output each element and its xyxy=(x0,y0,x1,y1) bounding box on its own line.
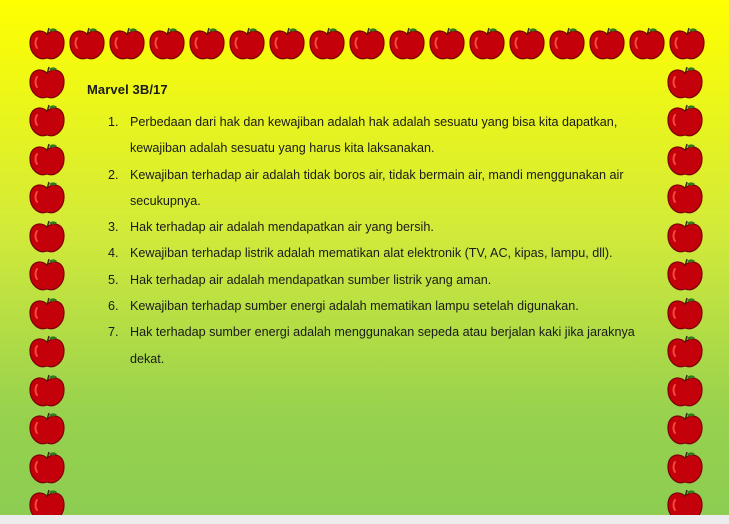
apple-icon xyxy=(28,373,66,409)
apple-icon xyxy=(628,26,666,62)
apple-icon xyxy=(28,180,66,216)
window-bottom-strip xyxy=(0,515,729,524)
apple-icon xyxy=(28,142,66,178)
apple-icon xyxy=(666,373,704,409)
apple-icon xyxy=(548,26,586,62)
apple-icon xyxy=(28,65,66,101)
list-text: Hak terhadap air adalah mendapatkan air yang bersih. xyxy=(130,220,434,235)
list-text: Hak terhadap air adalah mendapatkan sumber listrik yang aman. xyxy=(130,272,492,287)
apple-icon xyxy=(308,26,346,62)
answer-list xyxy=(87,109,667,372)
list-text: Kewajiban terhadap listrik adalah mematikan alat elektronik (TV, AC, kipas, lampu, dll). xyxy=(130,246,613,261)
apple-icon xyxy=(28,296,66,332)
list-number: 2. xyxy=(108,167,119,182)
list-item xyxy=(87,293,667,319)
list-item xyxy=(87,267,667,293)
apple-icon xyxy=(28,450,66,486)
apple-icon xyxy=(28,26,66,62)
apple-icon xyxy=(388,26,426,62)
apple-icon xyxy=(666,65,704,101)
apple-icon xyxy=(666,103,704,139)
apple-icon xyxy=(268,26,306,62)
apple-icon xyxy=(666,257,704,293)
apple-icon xyxy=(666,219,704,255)
apple-icon xyxy=(668,26,706,62)
list-number: 4. xyxy=(108,246,119,261)
list-text: Perbedaan dari hak dan kewajiban adalah hak adalah sesuatu yang bisa kita dapatkan, kewajiban adalah sesuatu yang harus kita laksanakan. xyxy=(130,115,618,156)
list-number: 5. xyxy=(108,272,119,287)
apple-icon xyxy=(666,142,704,178)
apple-icon xyxy=(188,26,226,62)
apple-icon xyxy=(28,411,66,447)
list-number: 1. xyxy=(108,115,119,129)
list-item xyxy=(87,109,667,162)
list-item xyxy=(87,240,667,266)
apple-icon xyxy=(666,334,704,370)
apple-icon xyxy=(108,26,146,62)
apple-icon xyxy=(666,488,704,515)
list-item xyxy=(87,162,667,215)
apple-icon xyxy=(468,26,506,62)
apple-icon xyxy=(148,26,186,62)
student-name: Marvel 3B/17 xyxy=(87,82,168,97)
apple-icon xyxy=(28,334,66,370)
list-number: 7. xyxy=(108,325,119,340)
apple-icon xyxy=(666,450,704,486)
document-content[interactable] xyxy=(87,82,667,372)
list-text: Kewajiban terhadap air adalah tidak boros air, tidak bermain air, mandi menggunakan air secukupnya. xyxy=(130,167,624,208)
apple-icon xyxy=(666,180,704,216)
apple-icon xyxy=(666,296,704,332)
apple-icon xyxy=(508,26,546,62)
list-number: 3. xyxy=(108,220,119,235)
apple-icon xyxy=(228,26,266,62)
apple-icon xyxy=(68,26,106,62)
apple-icon xyxy=(588,26,626,62)
apple-icon xyxy=(28,488,66,515)
apple-icon xyxy=(28,219,66,255)
apple-icon xyxy=(28,257,66,293)
list-item xyxy=(87,319,667,372)
apple-icon xyxy=(28,103,66,139)
list-text: Kewajiban terhadap sumber energi adalah mematikan lampu setelah digunakan. xyxy=(130,299,579,314)
list-number: 6. xyxy=(108,299,119,314)
apple-icon xyxy=(428,26,466,62)
list-text: Hak terhadap sumber energi adalah menggunakan sepeda atau berjalan kaki jika jaraknya dekat. xyxy=(130,325,635,366)
list-item xyxy=(87,214,667,240)
apple-icon xyxy=(348,26,386,62)
apple-icon xyxy=(666,411,704,447)
